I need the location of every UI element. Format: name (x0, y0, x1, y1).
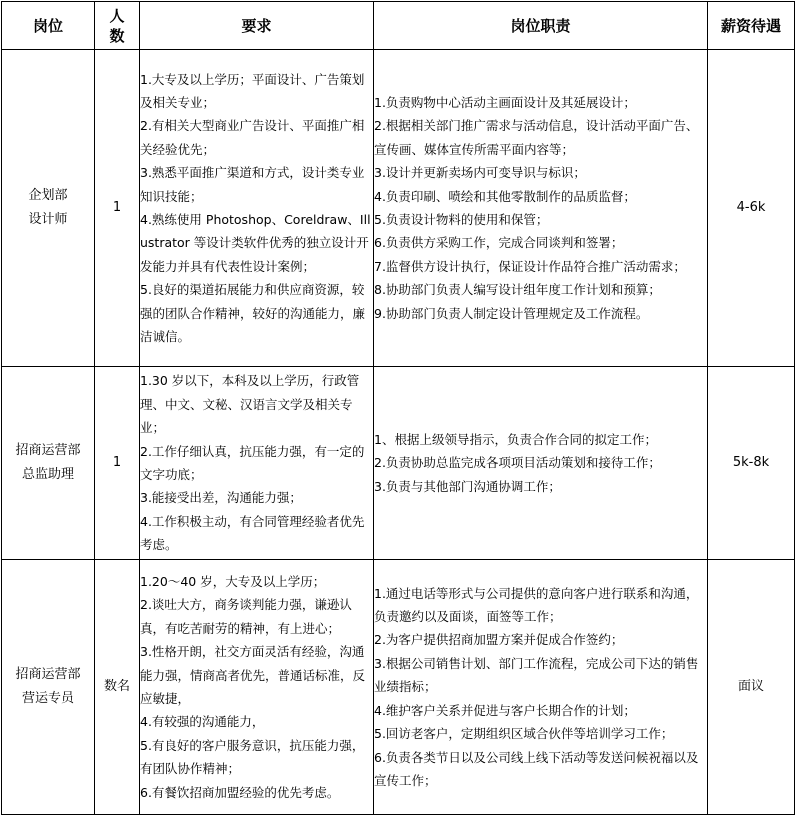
requirement-item: 3.性格开朗，社交方面灵活有经验，沟通能力强，情商高者优先，普通话标准，反应敏捷， (140, 644, 366, 706)
requirement-item: 6.有餐饮招商加盟经验的优先考虑。 (140, 784, 340, 800)
salary-cell: 面议 (708, 560, 795, 815)
duty-item: 1、根据上级领导指示，负责合作合同的拟定工作； (374, 431, 657, 447)
duty-item: 5.负责设计物料的使用和保管； (374, 212, 549, 227)
duty-item: 6.负责各类节日以及公司线上线下活动等发送问候祝福以及宣传工作； (374, 749, 699, 788)
requirement-item: 5.良好的渠道拓展能力和供应商资源，较强的团队合作精神，较好的沟通能力，廉洁诚信。 (140, 282, 366, 345)
header-count-line2: 数 (109, 26, 125, 45)
header-requirements: 要求 (140, 2, 374, 50)
table-row (2, 367, 795, 560)
duties-cell (374, 560, 708, 815)
duty-item: 1.通过电话等形式与公司提供的意向客户进行联系和沟通，负责邀约以及面谈，面签等工作； (374, 585, 699, 625)
requirement-item: 3.熟悉平面推广渠道和方式，设计类专业知识技能； (140, 165, 365, 204)
duty-item: 3.负责与其他部门沟通协调工作； (374, 478, 561, 494)
salary-cell: 5k-8k (708, 367, 795, 560)
header-salary: 薪资待遇 (708, 2, 795, 50)
header-count (95, 2, 140, 50)
position-cell (2, 50, 95, 367)
duty-item: 2.根据相关部门推广需求与活动信息，设计活动平面广告、宣传画、媒体宣传所需平面内容等； (374, 118, 699, 157)
duties-cell (374, 50, 708, 367)
count-cell: 1 (95, 50, 140, 367)
requirement-item: 2.谈吐大方，商务谈判能力强，谦逊认真，有吃苦耐劳的精神，有上进心； (140, 597, 352, 636)
requirements-cell (140, 50, 374, 367)
requirement-item: 1.30 岁以下，本科及以上学历，行政管理、中文、文秘、汉语言文学及相关专业； (140, 373, 360, 436)
requirement-item: 3.能接受出差，沟通能力强； (140, 490, 302, 506)
requirement-item: 2.工作仔细认真，抗压能力强，有一定的文字功底； (140, 443, 365, 482)
job-table (1, 1, 795, 815)
duty-item: 5.回访老客户，定期组织区域合伙伴等培训学习工作； (374, 726, 674, 742)
position-line2: 总监助理 (21, 467, 74, 482)
header-count-line1: 人 (109, 6, 125, 25)
requirements-cell (140, 560, 374, 815)
position-line2: 营运专员 (21, 691, 74, 706)
duty-item: 7.监督供方设计执行，保证设计作品符合推广活动需求； (374, 258, 686, 274)
duty-item: 6.负责供方采购工作，完成合同谈判和签署； (374, 235, 624, 251)
duty-item: 8.协助部门负责人编写设计组年度工作计划和预算； (374, 282, 661, 298)
table-row (2, 50, 795, 367)
position-line1: 招商运营部 (15, 443, 81, 458)
header-row (2, 2, 795, 50)
duty-item: 4.维护客户关系并促进与客户长期合作的计划； (374, 702, 636, 718)
requirement-item: 1.20～40 岁，大专及以上学历； (140, 573, 326, 589)
requirement-item: 4.工作积极主动，有合同管理经验者优先考虑。 (140, 513, 365, 553)
duty-item: 1.负责购物中心活动主画面设计及其延展设计； (374, 94, 636, 110)
duty-item: 3.设计并更新卖场内可变导识与标识； (374, 165, 586, 181)
requirement-item: 2.有相关大型商业广告设计、平面推广相关经验优先； (140, 118, 365, 157)
duty-item: 3.根据公司销售计划、部门工作流程，完成公司下达的销售业绩指标； (374, 655, 699, 695)
position-line2: 设计师 (28, 212, 68, 227)
requirement-item: 1.大专及以上学历；平面设计、广告策划及相关专业； (140, 71, 365, 110)
requirement-item: 4.有较强的沟通能力， (140, 714, 265, 730)
table-row (2, 560, 795, 815)
duties-cell (374, 367, 708, 560)
position-cell (2, 560, 95, 815)
duty-item: 4.负责印刷、喷绘和其他零散制作的品质监督； (374, 188, 636, 204)
position-line1: 企划部 (28, 188, 68, 203)
requirement-item: 4.熟练使用 Photoshop、Coreldraw、Illustrator 等设计类软件优秀的独立设计开发能力并具有代表性设计案例； (140, 212, 371, 274)
requirements-cell (140, 367, 374, 560)
count-cell: 1 (95, 367, 140, 560)
requirement-item: 5.有良好的客户服务意识，抗压能力强，有团队协作精神； (140, 737, 365, 777)
position-line1: 招商运营部 (15, 667, 81, 682)
duty-item: 2.负责协助总监完成各项项目活动策划和接待工作； (374, 455, 661, 471)
salary-cell: 4-6k (708, 50, 795, 367)
count-cell: 数名 (95, 560, 140, 815)
header-duties: 岗位职责 (374, 2, 708, 50)
duty-item: 2.为客户提供招商加盟方案并促成合作签约； (374, 632, 624, 648)
duty-item: 9.协助部门负责人制定设计管理规定及工作流程。 (374, 305, 649, 321)
header-position: 岗位 (2, 2, 95, 50)
position-cell (2, 367, 95, 560)
